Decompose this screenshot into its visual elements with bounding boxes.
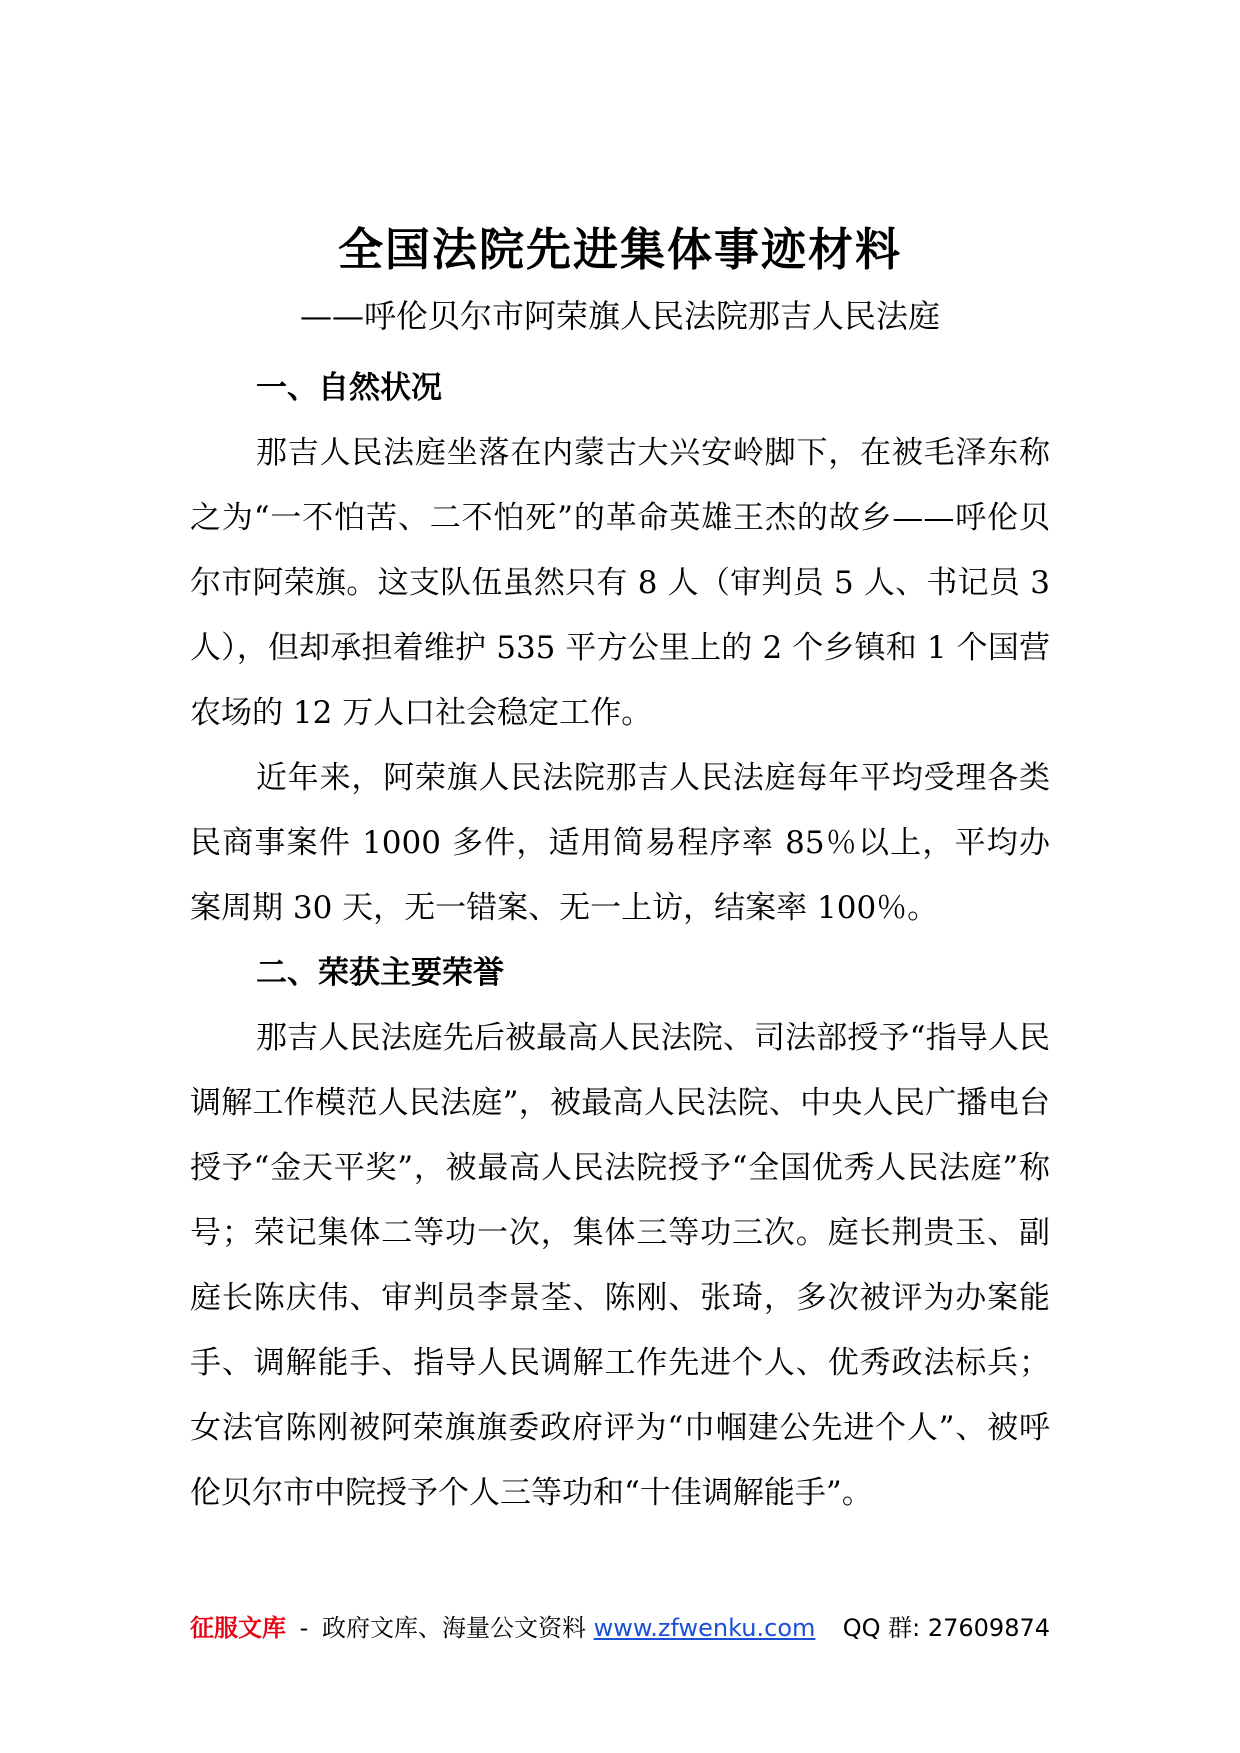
footer-website-link[interactable]: www.zfwenku.com — [593, 1614, 816, 1642]
footer-brand: 征服文库 — [190, 1614, 286, 1642]
document-body — [190, 356, 1050, 1526]
footer-qq-group: QQ 群: 27609874 — [842, 1614, 1050, 1642]
footer-banner — [190, 1610, 1050, 1646]
footer-description: 政府文库、海量公文资料 — [321, 1614, 586, 1642]
section-heading: 一、自然状况 — [256, 370, 442, 406]
paragraph: 那吉人民法庭先后被最高人民法院、司法部授予“指导人民调解工作模范人民法庭”，被最高人民法院、中央人民广播电台授予“金天平奖”，被最高人民法院授予“全国优秀人民法庭”称号；荣记集体二等功一次，集体三等功三次。庭长荆贵玉、副庭长陈庆伟、审判员李景荃、陈刚、张琦，多次被评为办案能手、调解能手、指导人民调解工作先进个人、优秀政法标兵；女法官陈刚被阿荣旗旗委政府评为“巾帼建公先进个人”、被呼伦贝尔市中院授予个人三等功和“十佳调解能手”。 — [190, 1020, 1050, 1511]
section-heading: 二、荣获主要荣誉 — [256, 955, 504, 991]
paragraph: 那吉人民法庭坐落在内蒙古大兴安岭脚下，在被毛泽东称之为“一不怕苦、二不怕死”的革命英雄王杰的故乡——呼伦贝尔市阿荣旗。这支队伍虽然只有 8 人（审判员 5 人、书记员 3 人），但却承担着维护 535 平方公里上的 2 个乡镇和 1 个国营农场的 12 万人口社会稳定工作。 — [190, 435, 1050, 731]
paragraph: 近年来，阿荣旗人民法院那吉人民法庭每年平均受理各类民商事案件 1000 多件，适用简易程序率 85％以上，平均办案周期 30 天，无一错案、无一上访，结案率 100％。 — [190, 760, 1050, 926]
section-honors — [190, 941, 1050, 1526]
document-title: 全国法院先进集体事迹材料 — [337, 223, 902, 276]
document-subtitle: ——呼伦贝尔市阿荣旗人民法院那吉人民法庭 — [299, 297, 940, 335]
section-natural-conditions — [190, 356, 1050, 941]
footer-separator: - — [299, 1614, 309, 1642]
footer-left — [190, 1610, 815, 1646]
